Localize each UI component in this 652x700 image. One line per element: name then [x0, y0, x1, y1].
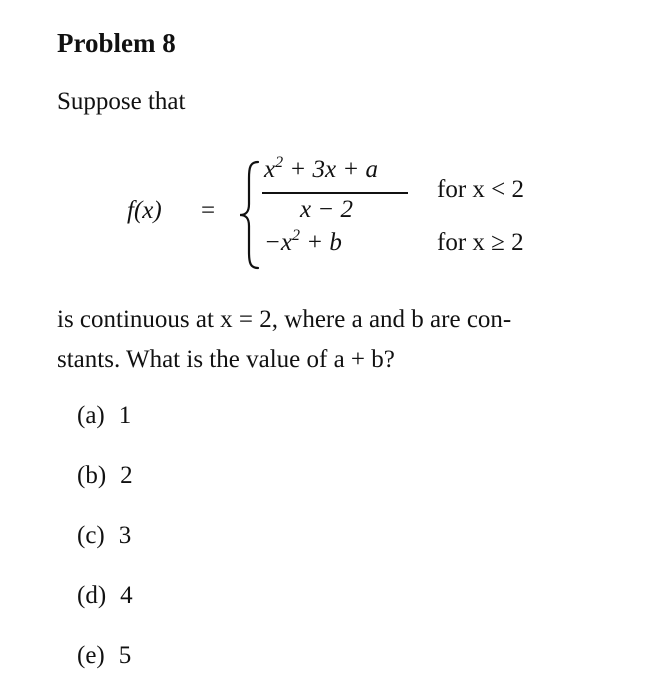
- statement-line-1: is continuous at x = 2, where a and b are con-: [57, 306, 512, 333]
- choice-b[interactable]: (b) 2: [77, 462, 133, 489]
- piece2-expression: $-x^2 + b$: [264, 227, 342, 256]
- piece1-condition: for x < 2: [437, 176, 524, 203]
- fraction-numerator: $x^2 + 3x + a$: [264, 154, 378, 183]
- problem-title: Problem 8: [57, 28, 176, 58]
- fraction-bar: [262, 192, 408, 194]
- statement-line-2: stants. What is the value of a + b?: [57, 346, 395, 373]
- choice-a[interactable]: (a) 1: [77, 402, 132, 429]
- choice-e[interactable]: (e) 5: [77, 642, 132, 669]
- choice-d[interactable]: (d) 4: [77, 582, 133, 609]
- left-brace-icon: [238, 160, 260, 270]
- equals-sign: =: [201, 197, 216, 224]
- problem-intro: Suppose that: [57, 88, 186, 115]
- piece2-condition: for x ≥ 2: [437, 229, 524, 256]
- choice-c[interactable]: (c) 3: [77, 522, 132, 549]
- function-lhs: f(x): [127, 197, 162, 224]
- fraction-denominator: x − 2: [300, 196, 353, 223]
